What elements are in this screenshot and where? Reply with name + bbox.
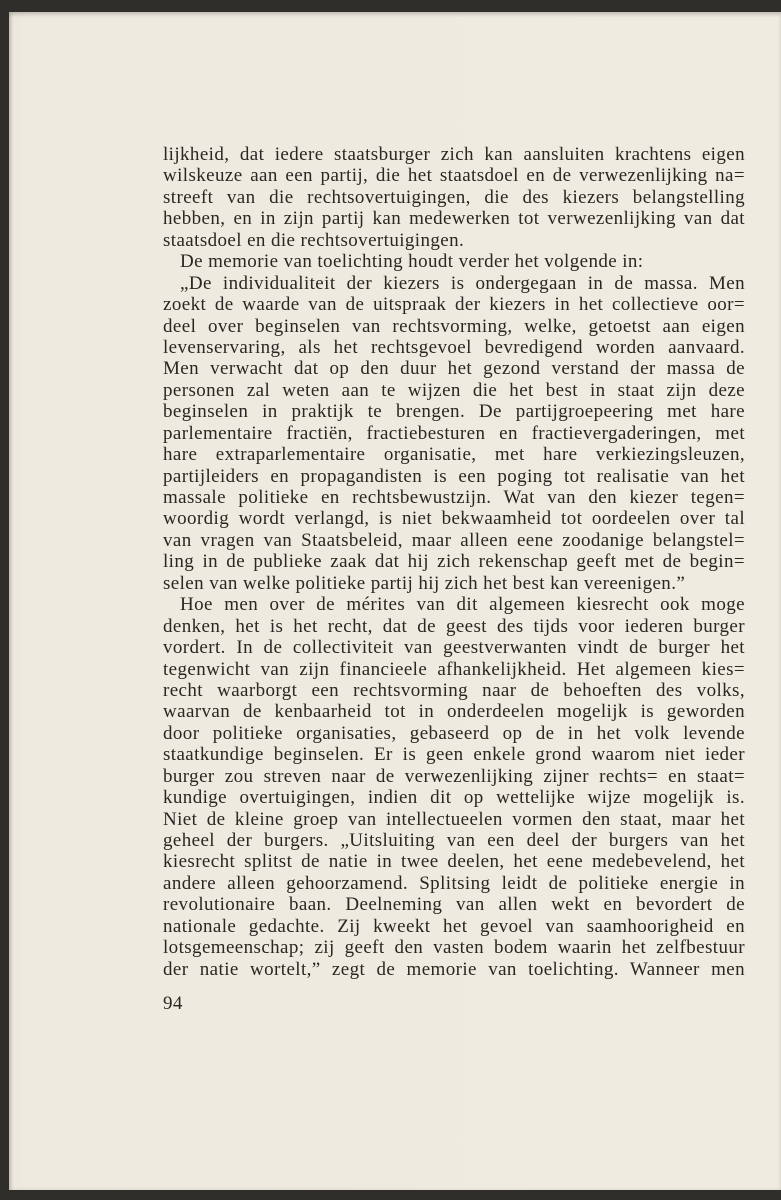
text-line: door politieke organisaties, gebaseerd op de in het volk levende [163, 722, 745, 744]
text-line: recht waarborgt een rechtsvorming naar de behoeften des volks, [163, 679, 745, 701]
text-line: denken, het is het recht, dat de geest des tijds voor iederen burger [163, 615, 745, 637]
paragraph [163, 594, 745, 980]
paragraph [163, 144, 745, 251]
text-line: geheel der burgers. „Uitsluiting van een deel der burgers van het [163, 830, 745, 851]
text-line: kundige overtuigingen, indien dit op wettelijke wijze mogelijk is. [163, 787, 745, 809]
text-line: waarvan de kenbaarheid tot in onderdeelen mogelijk is geworden [163, 701, 745, 723]
text-line: wilskeuze aan een partij, die het staatsdoel en de verwezenlijking na= [163, 165, 745, 187]
paragraph [163, 273, 745, 595]
text-line: kiesrecht splitst de natie in twee deelen, het eene medebevelend, het [163, 851, 745, 873]
text-line: andere alleen gehoorzamend. Splitsing leidt de politieke energie in [163, 872, 745, 894]
text-line: deel over beginselen van rechtsvorming, welke, getoetst aan eigen [163, 315, 745, 337]
text-line: lijkheid, dat iedere staatsburger zich kan aansluiten krachtens eigen [163, 144, 745, 165]
text-line: Men verwacht dat op den duur het gezond verstand der massa de [163, 358, 745, 380]
text-line: van vragen van Staatsbeleid, maar alleen eene zoodanige belangstel= [163, 529, 745, 551]
text-line: hare extraparlementaire organisatie, met hare verkiezingsleuzen, [163, 444, 745, 466]
text-line: massale politieke en rechtsbewustzijn. Wat van den kiezer tegen= [163, 487, 745, 508]
text-line: woordig wordt verlangd, is niet bekwaamheid tot oordeelen over tal [163, 508, 745, 530]
text-line: selen van welke politieke partij hij zich het best kan vereenigen.” [163, 572, 686, 594]
text-line: beginselen in praktijk te brengen. De partijgroepeering met hare [163, 401, 745, 423]
text-line: Hoe men over de mérites van dit algemeen kiesrecht ook moge [180, 594, 745, 616]
text-line: staatsdoel en die rechtsovertuigingen. [163, 229, 465, 251]
text-line: Niet de kleine groep van intellectueelen vormen den staat, maar het [163, 808, 745, 830]
text-line: parlementaire fractiën, fractiebesturen en fractievergaderingen, met [163, 422, 745, 444]
text-line: der natie wortelt,” zegt de memorie van toelichting. Wanneer men [163, 958, 745, 980]
text-line: revolutionaire baan. Deelneming van allen wekt en bevordert de [163, 894, 745, 916]
text-line: hebben, en in zijn partij kan medewerken tot verwezenlijking van dat [163, 208, 745, 230]
text-line: partijleiders en propagandisten is een poging tot realisatie van het [163, 465, 745, 487]
text-line: personen zal weten aan te wijzen die het best in staat zijn deze [163, 379, 745, 401]
text-line: De memorie van toelichting houdt verder het volgende in: [180, 251, 644, 273]
body-text [163, 144, 745, 980]
text-line: nationale gedachte. Zij kweekt het gevoel van saamhoorigheid en [163, 915, 745, 937]
text-line: streeft van die rechtsovertuigingen, die des kiezers belangstelling [163, 186, 745, 208]
text-line: burger zou streven naar de verwezenlijking zijner rechts= en staat= [163, 765, 745, 787]
text-line: „De individualiteit der kiezers is ondergegaan in de massa. Men [180, 272, 745, 294]
text-line: zoekt de waarde van de uitspraak der kiezers in het collectieve oor= [163, 294, 745, 316]
page-number: 94 [163, 993, 183, 1014]
text-line: vordert. In de collectiviteit van geestverwanten vindt de burger het [163, 637, 745, 659]
text-line: levenservaring, als het rechtsgevoel bevredigend worden aanvaard. [163, 336, 745, 358]
text-line: ling in de publieke zaak dat hij zich rekenschap geeft met de begin= [163, 551, 745, 573]
paragraph [163, 251, 745, 272]
text-line: tegenwicht van zijn financieele afhankelijkheid. Het algemeen kies= [163, 658, 745, 680]
text-line: staatkundige beginselen. Er is geen enkele grond waarom niet ieder [163, 744, 745, 766]
text-line: lotsgemeenschap; zij geeft den vasten bodem waarin het zelfbestuur [163, 937, 745, 959]
